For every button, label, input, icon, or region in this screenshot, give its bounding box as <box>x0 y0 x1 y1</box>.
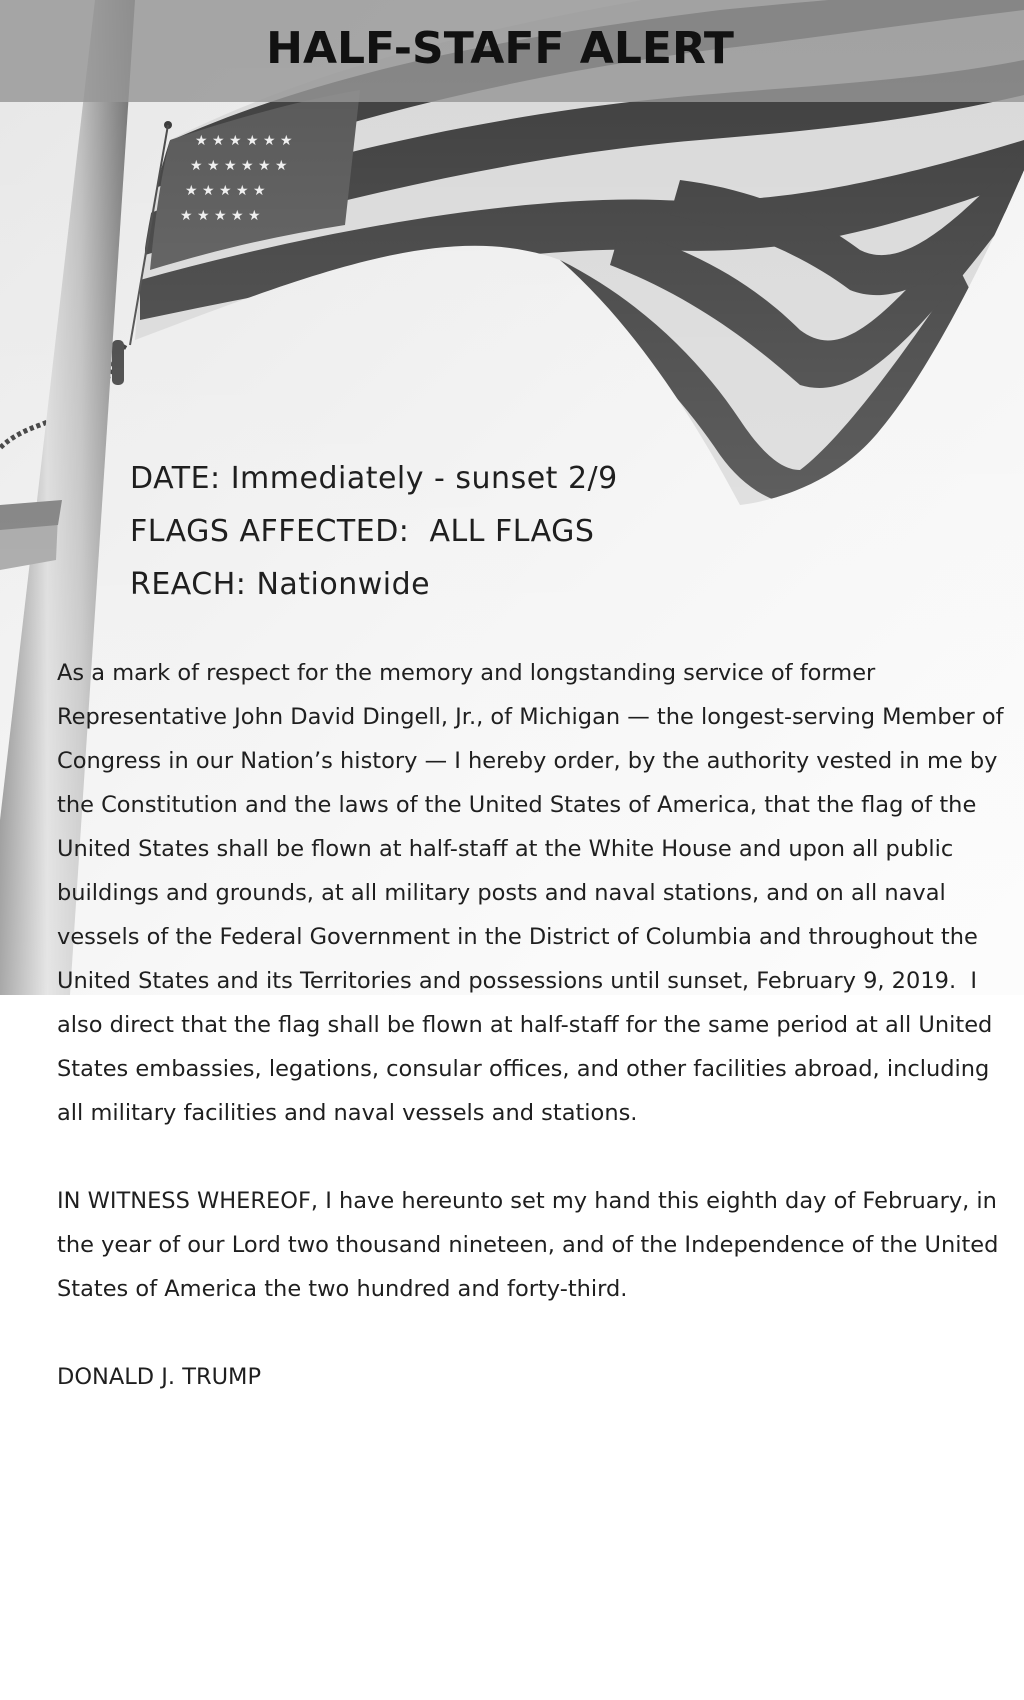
fact-flags-affected: FLAGS AFFECTED: ALL FLAGS <box>130 514 595 549</box>
witness-paragraph: IN WITNESS WHEREOF, I have hereunto set my hand this eighth day of February, in the year of our Lord two thousand nineteen, and of the Independence of the United States of America the two hundred and forty-third. <box>57 1188 1006 1302</box>
proclamation-paragraph: As a mark of respect for the memory and longstanding service of former Representative John David Dingell, Jr., of Michigan — the longest-serving Member of Congress in our Nation’s history — I hereby order, by the authority vested in me by the Constitution and the laws of the United States of America, that the flag of the United States shall be flown at half-staff at the White House and upon all public buildings and grounds, at all military posts and naval stations, and on all naval vessels of the Federal Government in the District of Columbia and throughout the United States and its Territories and possessions until sunset, February 9, 2019. I also direct that the flag shall be flown at half-staff for the same period at all United States embassies, legations, consular offices, and other facilities abroad, including all military facilities and naval vessels and stations. <box>57 660 1011 1126</box>
proclamation-text <box>57 651 1017 1399</box>
signature: DONALD J. TRUMP <box>57 1364 262 1390</box>
fact-date: DATE: Immediately - sunset 2/9 <box>130 461 618 496</box>
alert-facts <box>130 452 930 611</box>
fact-reach: REACH: Nationwide <box>130 567 431 602</box>
page-title: HALF-STAFF ALERT <box>266 23 734 74</box>
